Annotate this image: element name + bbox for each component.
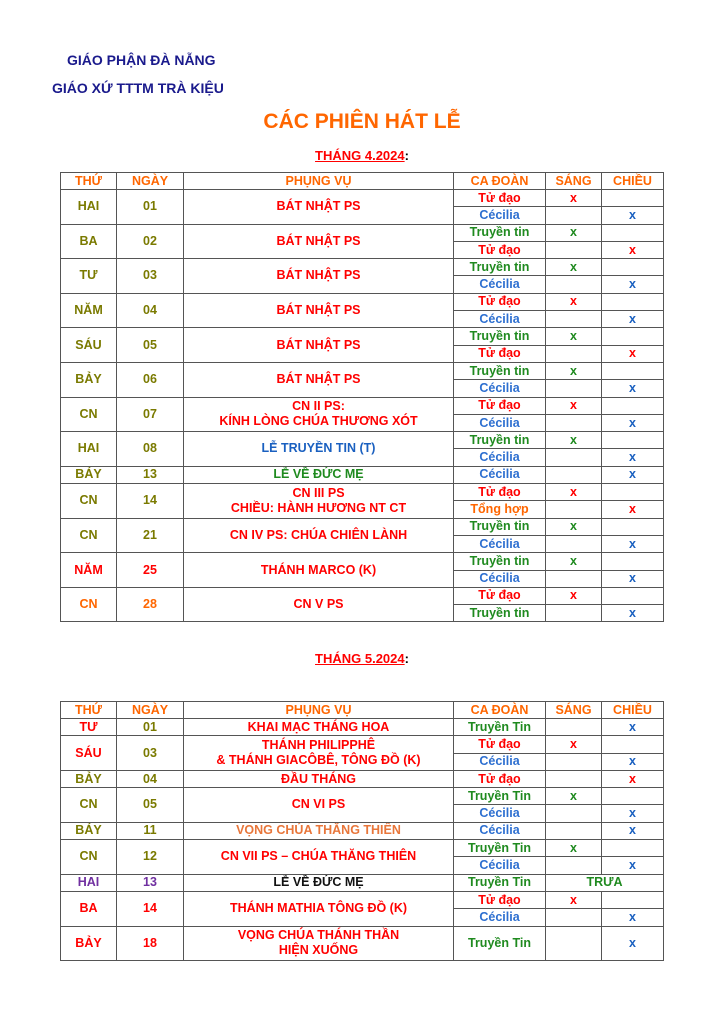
morning-cell: x	[546, 587, 602, 604]
service-cell	[184, 891, 454, 926]
april-colon: :	[404, 148, 409, 163]
service-cell	[184, 224, 454, 259]
choir-cell: Tử đạo	[454, 770, 546, 787]
afternoon-cell: x	[602, 414, 664, 431]
morning-cell: x	[546, 891, 602, 908]
service-cell	[184, 587, 454, 622]
morning-cell	[546, 241, 602, 258]
choir-cell: Tử đạo	[454, 587, 546, 604]
table-row	[61, 553, 664, 570]
day-cell: BA	[61, 891, 117, 926]
afternoon-cell: x	[602, 241, 664, 258]
morning-cell: x	[546, 397, 602, 414]
morning-cell: TRƯA	[546, 874, 664, 891]
afternoon-cell: x	[602, 466, 664, 483]
day-cell: CN	[61, 788, 117, 823]
afternoon-cell: x	[602, 909, 664, 926]
morning-cell	[546, 207, 602, 224]
table-row	[61, 891, 664, 908]
afternoon-cell: x	[602, 770, 664, 787]
day-cell: BẢY	[61, 770, 117, 787]
date-cell: 11	[117, 822, 184, 839]
day-cell: BẢY	[61, 926, 117, 961]
table-row	[61, 484, 664, 501]
service-cell	[184, 484, 454, 519]
afternoon-cell: x	[602, 535, 664, 552]
service-cell	[184, 190, 454, 225]
choir-cell: Truyền tin	[454, 224, 546, 241]
service-cell	[184, 926, 454, 961]
day-cell: TƯ	[61, 719, 117, 736]
morning-cell: x	[546, 362, 602, 379]
choir-cell: Tử đạo	[454, 484, 546, 501]
choir-cell: Tử đạo	[454, 241, 546, 258]
day-cell: SÁU	[61, 736, 117, 771]
afternoon-cell: x	[602, 926, 664, 961]
table-row	[61, 788, 664, 805]
morning-cell	[546, 909, 602, 926]
service-line: THÁNH MARCO (K)	[260, 562, 377, 577]
service-line: HIỆN XUỐNG	[278, 943, 359, 958]
afternoon-cell	[602, 224, 664, 241]
choir-cell: Cécilia	[454, 570, 546, 587]
header-row	[61, 173, 664, 190]
day-cell: CN	[61, 484, 117, 519]
choir-cell: Cécilia	[454, 822, 546, 839]
choir-cell: Cécilia	[454, 276, 546, 293]
column-header: NGÀY	[117, 173, 184, 190]
table-row	[61, 224, 664, 241]
column-header: CHIỀU	[602, 702, 664, 719]
service-line: CHIỀU: HÀNH HƯƠNG NT CT	[230, 500, 407, 515]
header-row	[61, 702, 664, 719]
service-cell	[184, 259, 454, 294]
choir-cell: Truyền tin	[454, 518, 546, 535]
table-row	[61, 518, 664, 535]
choir-cell: Truyền Tin	[454, 926, 546, 961]
column-header: CHIỀU	[602, 173, 664, 190]
morning-cell	[546, 535, 602, 552]
afternoon-cell: x	[602, 857, 664, 874]
column-header: SÁNG	[546, 173, 602, 190]
afternoon-cell: x	[602, 311, 664, 328]
afternoon-cell	[602, 587, 664, 604]
afternoon-cell: x	[602, 207, 664, 224]
date-cell: 14	[117, 891, 184, 926]
service-line: VỌNG CHÚA THĂNG THIÊN	[236, 823, 401, 838]
may-colon: :	[404, 651, 409, 666]
afternoon-cell	[602, 432, 664, 449]
choir-cell: Tử đạo	[454, 345, 546, 362]
column-header: CA ĐOÀN	[454, 173, 546, 190]
day-cell: CN	[61, 840, 117, 875]
morning-cell	[546, 449, 602, 466]
date-cell: 08	[117, 432, 184, 467]
day-cell: NĂM	[61, 293, 117, 328]
day-cell: HAI	[61, 874, 117, 891]
service-line: BÁT NHẬT PS	[276, 372, 361, 387]
afternoon-cell	[602, 190, 664, 207]
afternoon-cell	[602, 293, 664, 310]
choir-cell: Cécilia	[454, 857, 546, 874]
day-cell: BẢY	[61, 466, 117, 483]
day-cell: CN	[61, 587, 117, 622]
april-schedule-table	[60, 172, 664, 622]
service-line: LỄ TRUYỀN TIN (T)	[261, 441, 376, 456]
morning-cell	[546, 719, 602, 736]
morning-cell	[546, 414, 602, 431]
service-line: ĐẦU THÁNG	[281, 771, 356, 786]
page-title: CÁC PHIÊN HÁT LỄ	[263, 110, 461, 133]
morning-cell: x	[546, 518, 602, 535]
date-cell: 03	[117, 259, 184, 294]
day-cell: BẢY	[61, 362, 117, 397]
service-line: CN III PS	[292, 485, 345, 500]
morning-cell	[546, 805, 602, 822]
service-line: BÁT NHẬT PS	[276, 337, 361, 352]
date-cell: 03	[117, 736, 184, 771]
afternoon-cell: x	[602, 345, 664, 362]
service-cell	[184, 293, 454, 328]
parish-name: GIÁO XỨ TTTM TRÀ KIỆU	[52, 80, 224, 96]
column-header: SÁNG	[546, 702, 602, 719]
choir-cell: Truyền tin	[454, 553, 546, 570]
table-row	[61, 770, 664, 787]
morning-cell: x	[546, 840, 602, 857]
morning-cell	[546, 276, 602, 293]
date-cell: 21	[117, 518, 184, 553]
choir-cell: Tử đạo	[454, 891, 546, 908]
afternoon-cell: x	[602, 822, 664, 839]
choir-cell: Truyền Tin	[454, 719, 546, 736]
date-cell: 14	[117, 484, 184, 519]
column-header: CA ĐOÀN	[454, 702, 546, 719]
choir-cell: Cécilia	[454, 535, 546, 552]
day-cell: TƯ	[61, 259, 117, 294]
choir-cell: Tử đạo	[454, 397, 546, 414]
date-cell: 18	[117, 926, 184, 961]
choir-cell: Truyền tin	[454, 605, 546, 622]
service-line: CN IV PS: CHÚA CHIÊN LÀNH	[229, 527, 408, 542]
afternoon-cell: x	[602, 605, 664, 622]
date-cell: 05	[117, 788, 184, 823]
service-cell	[184, 553, 454, 588]
service-line: KÍNH LÒNG CHÚA THƯƠNG XÓT	[219, 414, 418, 429]
service-line: BÁT NHẬT PS	[276, 303, 361, 318]
service-line: VỌNG CHÚA THÁNH THẦN	[237, 928, 400, 943]
morning-cell	[546, 380, 602, 397]
choir-cell: Truyền Tin	[454, 874, 546, 891]
service-cell	[184, 840, 454, 875]
service-line: BÁT NHẬT PS	[276, 268, 361, 283]
date-cell: 13	[117, 466, 184, 483]
service-line: CN VII PS – CHÚA THĂNG THIÊN	[220, 849, 417, 864]
date-cell: 13	[117, 874, 184, 891]
service-line: CN V PS	[293, 597, 344, 612]
choir-cell: Cécilia	[454, 311, 546, 328]
afternoon-cell	[602, 518, 664, 535]
choir-cell: Cécilia	[454, 805, 546, 822]
table-row	[61, 736, 664, 753]
service-cell	[184, 874, 454, 891]
choir-cell: Cécilia	[454, 449, 546, 466]
morning-cell	[546, 857, 602, 874]
table-row	[61, 822, 664, 839]
service-cell	[184, 432, 454, 467]
service-cell	[184, 518, 454, 553]
morning-cell: x	[546, 736, 602, 753]
afternoon-cell	[602, 484, 664, 501]
choir-cell: Cécilia	[454, 909, 546, 926]
choir-cell: Truyền Tin	[454, 840, 546, 857]
service-cell	[184, 822, 454, 839]
table-row	[61, 362, 664, 379]
morning-cell: x	[546, 553, 602, 570]
day-cell: BẢY	[61, 822, 117, 839]
afternoon-cell: x	[602, 805, 664, 822]
service-line: CN II PS:	[292, 399, 345, 414]
choir-cell: Cécilia	[454, 466, 546, 483]
afternoon-cell: x	[602, 380, 664, 397]
morning-cell: x	[546, 788, 602, 805]
date-cell: 25	[117, 553, 184, 588]
table-row	[61, 719, 664, 736]
table-row	[61, 926, 664, 961]
morning-cell	[546, 345, 602, 362]
choir-cell: Cécilia	[454, 753, 546, 770]
table-row	[61, 293, 664, 310]
afternoon-cell	[602, 840, 664, 857]
afternoon-cell	[602, 362, 664, 379]
morning-cell	[546, 753, 602, 770]
day-cell: HAI	[61, 190, 117, 225]
morning-cell: x	[546, 484, 602, 501]
date-cell: 07	[117, 397, 184, 432]
afternoon-cell	[602, 553, 664, 570]
day-cell: SÁU	[61, 328, 117, 363]
morning-cell	[546, 501, 602, 518]
service-line: BÁT NHẬT PS	[276, 199, 361, 214]
day-cell: HAI	[61, 432, 117, 467]
service-line: LỄ VỀ ĐỨC MẸ	[273, 875, 364, 890]
service-line: CN VI PS	[291, 797, 346, 812]
morning-cell	[546, 605, 602, 622]
choir-cell: Truyền tin	[454, 328, 546, 345]
choir-cell: Cécilia	[454, 380, 546, 397]
morning-cell: x	[546, 293, 602, 310]
date-cell: 28	[117, 587, 184, 622]
morning-cell: x	[546, 190, 602, 207]
morning-cell	[546, 770, 602, 787]
choir-cell: Cécilia	[454, 414, 546, 431]
choir-cell: Truyền Tin	[454, 788, 546, 805]
date-cell: 05	[117, 328, 184, 363]
morning-cell: x	[546, 432, 602, 449]
date-cell: 12	[117, 840, 184, 875]
day-cell: CN	[61, 397, 117, 432]
afternoon-cell: x	[602, 501, 664, 518]
morning-cell	[546, 466, 602, 483]
service-line: KHAI MẠC THÁNG HOA	[247, 719, 390, 734]
service-line: THÁNH MATHIA TÔNG ĐỒ (K)	[229, 901, 408, 916]
day-cell: NĂM	[61, 553, 117, 588]
afternoon-cell: x	[602, 276, 664, 293]
service-cell	[184, 788, 454, 823]
afternoon-cell	[602, 891, 664, 908]
column-header: THỨ	[61, 702, 117, 719]
afternoon-cell	[602, 259, 664, 276]
morning-cell: x	[546, 328, 602, 345]
service-cell	[184, 466, 454, 483]
service-cell	[184, 362, 454, 397]
afternoon-cell	[602, 736, 664, 753]
day-cell: CN	[61, 518, 117, 553]
afternoon-cell: x	[602, 449, 664, 466]
table-row	[61, 466, 664, 483]
morning-cell: x	[546, 259, 602, 276]
service-cell	[184, 328, 454, 363]
table-row	[61, 874, 664, 891]
date-cell: 02	[117, 224, 184, 259]
choir-cell: Tử đạo	[454, 293, 546, 310]
morning-cell	[546, 311, 602, 328]
service-line: BÁT NHẬT PS	[276, 233, 361, 248]
column-header: THỨ	[61, 173, 117, 190]
table-row	[61, 432, 664, 449]
table-row	[61, 328, 664, 345]
may-label: THÁNG 5.2024	[315, 651, 405, 666]
april-label: THÁNG 4.2024	[315, 148, 405, 163]
table-row	[61, 840, 664, 857]
afternoon-cell	[602, 397, 664, 414]
column-header: PHỤNG VỤ	[184, 173, 454, 190]
choir-cell: Cécilia	[454, 207, 546, 224]
service-line: LỄ VỀ ĐỨC MẸ	[273, 467, 364, 482]
afternoon-cell: x	[602, 719, 664, 736]
service-cell	[184, 397, 454, 432]
day-cell: BA	[61, 224, 117, 259]
service-cell	[184, 770, 454, 787]
choir-cell: Truyền tin	[454, 259, 546, 276]
column-header: PHỤNG VỤ	[184, 702, 454, 719]
morning-cell	[546, 570, 602, 587]
morning-cell: x	[546, 224, 602, 241]
afternoon-cell: x	[602, 570, 664, 587]
may-schedule-table	[60, 701, 664, 961]
choir-cell: Tử đạo	[454, 736, 546, 753]
column-header: NGÀY	[117, 702, 184, 719]
morning-cell	[546, 822, 602, 839]
choir-cell: Truyền tin	[454, 432, 546, 449]
choir-cell: Tử đạo	[454, 190, 546, 207]
diocese-name: GIÁO PHẬN ĐÀ NẴNG	[67, 52, 216, 68]
date-cell: 04	[117, 770, 184, 787]
date-cell: 01	[117, 190, 184, 225]
choir-cell: Truyền tin	[454, 362, 546, 379]
may-heading	[0, 651, 724, 666]
table-row	[61, 397, 664, 414]
afternoon-cell	[602, 788, 664, 805]
afternoon-cell: x	[602, 753, 664, 770]
service-line: THÁNH PHILIPPHÊ	[261, 738, 376, 753]
service-cell	[184, 719, 454, 736]
service-line: & THÁNH GIACÔBÊ, TÔNG ĐỒ (K)	[216, 753, 421, 768]
morning-cell	[546, 926, 602, 961]
april-heading	[0, 148, 724, 163]
choir-cell: Tổng hợp	[454, 501, 546, 518]
date-cell: 01	[117, 719, 184, 736]
date-cell: 04	[117, 293, 184, 328]
table-row	[61, 259, 664, 276]
afternoon-cell	[602, 328, 664, 345]
table-row	[61, 190, 664, 207]
date-cell: 06	[117, 362, 184, 397]
table-row	[61, 587, 664, 604]
service-cell	[184, 736, 454, 771]
